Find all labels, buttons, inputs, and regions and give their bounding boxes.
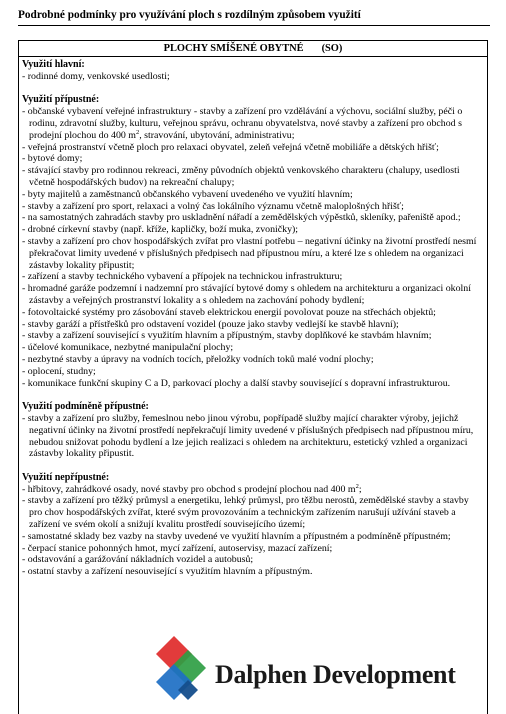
list-item: - rodinné domy, venkovské usedlosti; <box>22 70 170 82</box>
title-underline <box>18 25 490 26</box>
list-item: - bytové domy; <box>22 153 83 165</box>
list-item: - stavby a zařízení pro sport, relaxaci a volný čas lokálního významu včetně maloplošných hřišť; <box>22 200 404 212</box>
page-title: Podrobné podmínky pro využívání ploch s rozdílným způsobem využití <box>18 9 361 21</box>
list-item: - hřbitovy, zahrádkové osady, nové stavby pro obchod s prodejní plochou nad 400 $m^2$; <box>22 482 362 495</box>
table-header-title: PLOCHY SMÍŠENÉ OBYTNÉ <box>163 43 304 54</box>
section-title-podminene: Využití podmíněně přípustné: <box>22 401 149 413</box>
conditions-table <box>18 40 488 714</box>
table-content <box>19 57 487 578</box>
list-item: - stavby a zařízení pro služby, řemeslnou nebo jinou výrobu, popřípadě služby mající charakter výroby, jejichž negativní účinky na životní prostředí nepřekračují limity uvedené v příslušných předpisech nad přípustnou míru, nebudou snižovat pohodu bydlení a lze jejich realizaci s ohledem na architekturu, estetický vzhled a organizaci zástavby lokality připustit. <box>22 412 474 460</box>
list-item: - stavby a zařízení pro těžký průmysl a energetiku, lehký průmysl, pro těžbu nerostů, zemědělské stavby a stavby pro chov hospodářských zvířat, které svým provozováním a technickým zařízením narušují užívání staveb a zařízení ve svém okolí a snižují kvalitu prostředí souvisejícího území; <box>22 495 469 531</box>
list-item: - veřejná prostranství včetně ploch pro relaxaci obyvatel, zeleň veřejná včetně mobiliáře a dětských hřišť; <box>22 141 439 153</box>
list-item: - čerpací stanice pohonných hmot, mycí zařízení, autoservisy, mazací zařízení; <box>22 542 333 554</box>
list-item: - zařízení a stavby technického vybavení a přípojek na technickou infrastrukturu; <box>22 271 343 283</box>
list-item: - stavby a zařízení související s využitím hlavním a přípustným, stavby doplňkové ke stavbám hlavním; <box>22 330 432 342</box>
table-header <box>19 41 487 57</box>
list-item: - stavby a zařízení pro chov hospodářských zvířat pro vlastní potřebu – negativní účinky na životní prostředí nesmí překračovat limity uvedené v příslušných předpisech nad přípustnou míru, a které lze s ohledem na organizaci zástavby lokality připustit; <box>22 235 477 271</box>
watermark-text: Dalphen Development <box>215 660 456 689</box>
diamond-logo-icon <box>148 628 214 706</box>
list-item: - samostatné sklady bez vazby na stavby uvedené ve využití hlavním a přípustném a podmíněně přípustném; <box>22 530 451 542</box>
list-item: - ostatní stavby a zařízení nesouvisející s využitím hlavním a přípustným. <box>22 566 313 578</box>
list-item: - nezbytné stavby a úpravy na vodních tocích, přeložky vodních toků malé vodní plochy; <box>22 353 374 365</box>
section-title-pripustne: Využití přípustné: <box>22 94 100 106</box>
list-item: - odstavování a garážování nákladních vozidel a autobusů; <box>22 554 254 566</box>
list-item: - stávající stavby pro rodinnou rekreaci, změny původních objektů venkovského charakteru (chalupy, usedlosti včetně hospodářských budov) na rekreační chalupy; <box>22 165 460 188</box>
list-item: - oplocení, studny; <box>22 365 96 377</box>
table-header-code: (SO) <box>321 43 343 54</box>
section-title-nepripustne: Využití nepřípustné: <box>22 471 110 483</box>
list-item: - účelové komunikace, nezbytné manipulační plochy; <box>22 342 234 354</box>
list-item: - byty majitelů a zaměstnanců občanského vybavení uvedeného ve využití hlavním; <box>22 188 353 200</box>
list-item: - drobné církevní stavby (např. kříže, kapličky, boží muka, zvoničky); <box>22 224 299 236</box>
list-item: - hromadné garáže podzemní i nadzemní pro stávající bytové domy s ohledem na architekturu a organizaci okolní zástavby a veřejných prostranství lokality a s ohledem na zachování pohody bydlení; <box>22 283 471 306</box>
list-item: - fotovoltaické systémy pro zásobování staveb elektrickou energií povolovat pouze na střechách objektů; <box>22 306 436 318</box>
list-item: - občanské vybavení veřejné infrastruktury - stavby a zařízení pro vzdělávání a výchovu, sociální služby, péči o rodinu, zdravotní služby, kulturu, veřejnou správu, ochranu obyvatelstva, nové stavby a zařízení pro obchod s prodejní plochou do 400 $m^2$, stravování, ubytování, administrativu; <box>22 106 463 141</box>
section-title-hlavni: Využití hlavní: <box>22 59 85 70</box>
watermark-logo <box>148 628 504 714</box>
list-item: - komunikace funkční skupiny C a D, parkovací plochy a další stavby související s dopravní infrastrukturou. <box>22 377 451 389</box>
list-item: - na samostatných zahradách stavby pro uskladnění nářadí a zemědělských výpěstků, skleníky, pařeniště apod.; <box>22 212 461 224</box>
list-item: - stavby garáží a přístřešků pro odstavení vozidel (pouze jako stavby vedlejší ke stavbě hlavní); <box>22 318 399 330</box>
